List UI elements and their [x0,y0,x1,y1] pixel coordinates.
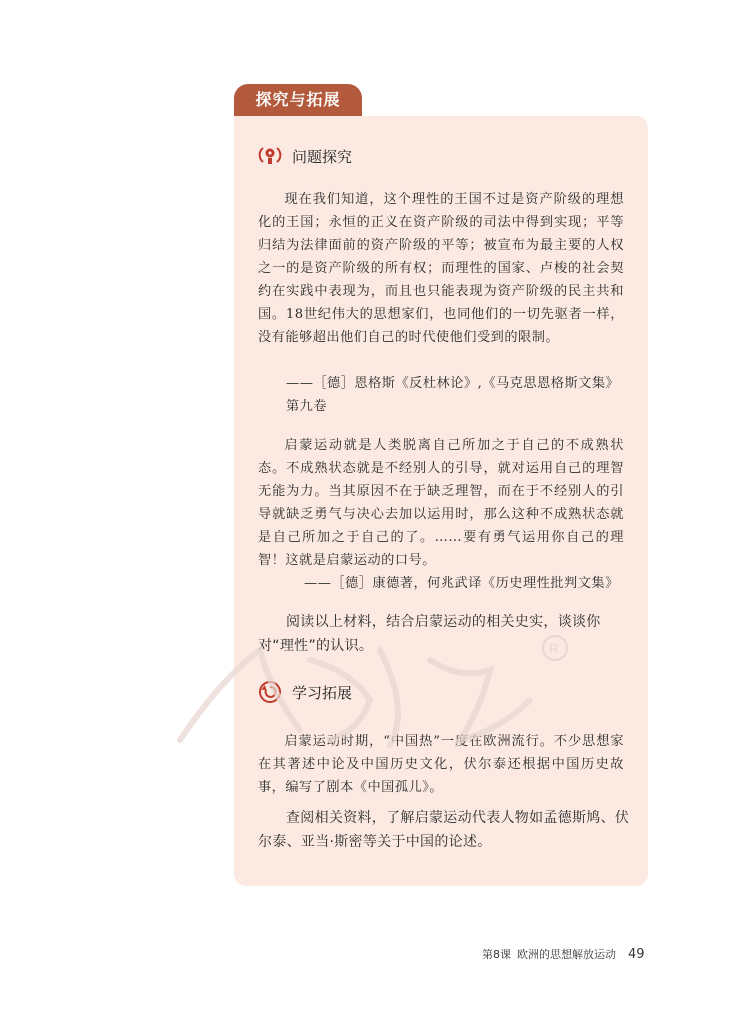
refresh-circle-icon [258,680,282,704]
section-heading-question-inquiry [258,144,352,168]
research-prompt: 查阅相关资料，了解启蒙运动代表人物如孟德斯鸠、伏尔泰、亚当·斯密等关于中国的论述。 [258,810,630,850]
lesson-number: 第8课 [482,948,511,961]
question-prompt: 阅读以上材料，结合启蒙运动的相关史实，谈谈你对“理性”的认识。 [258,614,601,654]
quote-source-engels: ——［德］恩格斯《反杜林论》,《马克思恩格斯文集》第九卷 [286,376,620,414]
quote-source-kant: ——［德］康德著，何兆武译《历史理性批判文集》 [304,576,619,591]
section-heading-learning-extension [258,680,352,704]
page-footer [482,946,645,962]
china-fever-text: 启蒙运动时期，“中国热”一度在欧洲流行。不少思想家在其著述中论及中国历史文化，伏尔泰还根据中国历史故事，编写了剧本《中国孤儿》。 [258,734,624,795]
lesson-title: 欧洲的思想解放运动 [517,948,616,961]
page-number: 49 [628,947,645,962]
quote-engels: 现在我们知道，这个理性的王国不过是资产阶级的理想化的王国；永恒的正义在资产阶级的司法中得到实现；平等归结为法律面前的资产阶级的平等；被宣布为最主要的人权之一的是资产阶级的所有权；而理性的国家、卢梭的社会契约在实践中表现为，而且也只能表现为资产阶级的民主共和国。18世纪伟大的思想家们，也同他们的一切先驱者一样，没有能够超出他们自己的时代使他们受到的限制。 [258,192,624,345]
quote-kant: 启蒙运动就是人类脱离自己所加之于自己的不成熟状态。不成熟状态就是不经别人的引导，就对运用自己的理智无能为力。当其原因不在于缺乏理智，而在于不经别人的引导就缺乏勇气与决心去加以运用时，那么这种不成熟状态就是自己所加之于自己的了。……要有勇气运用你自己的理智！这就是启蒙运动的口号。 [258,438,624,568]
section-title: 学习拓展 [292,683,353,702]
lightbulb-question-icon [258,144,282,168]
svg-text:R: R [549,641,559,656]
section-tab-explore-extend: 探究与拓展 [234,84,362,116]
section-title: 问题探究 [292,147,353,166]
explore-extend-panel [234,116,648,886]
